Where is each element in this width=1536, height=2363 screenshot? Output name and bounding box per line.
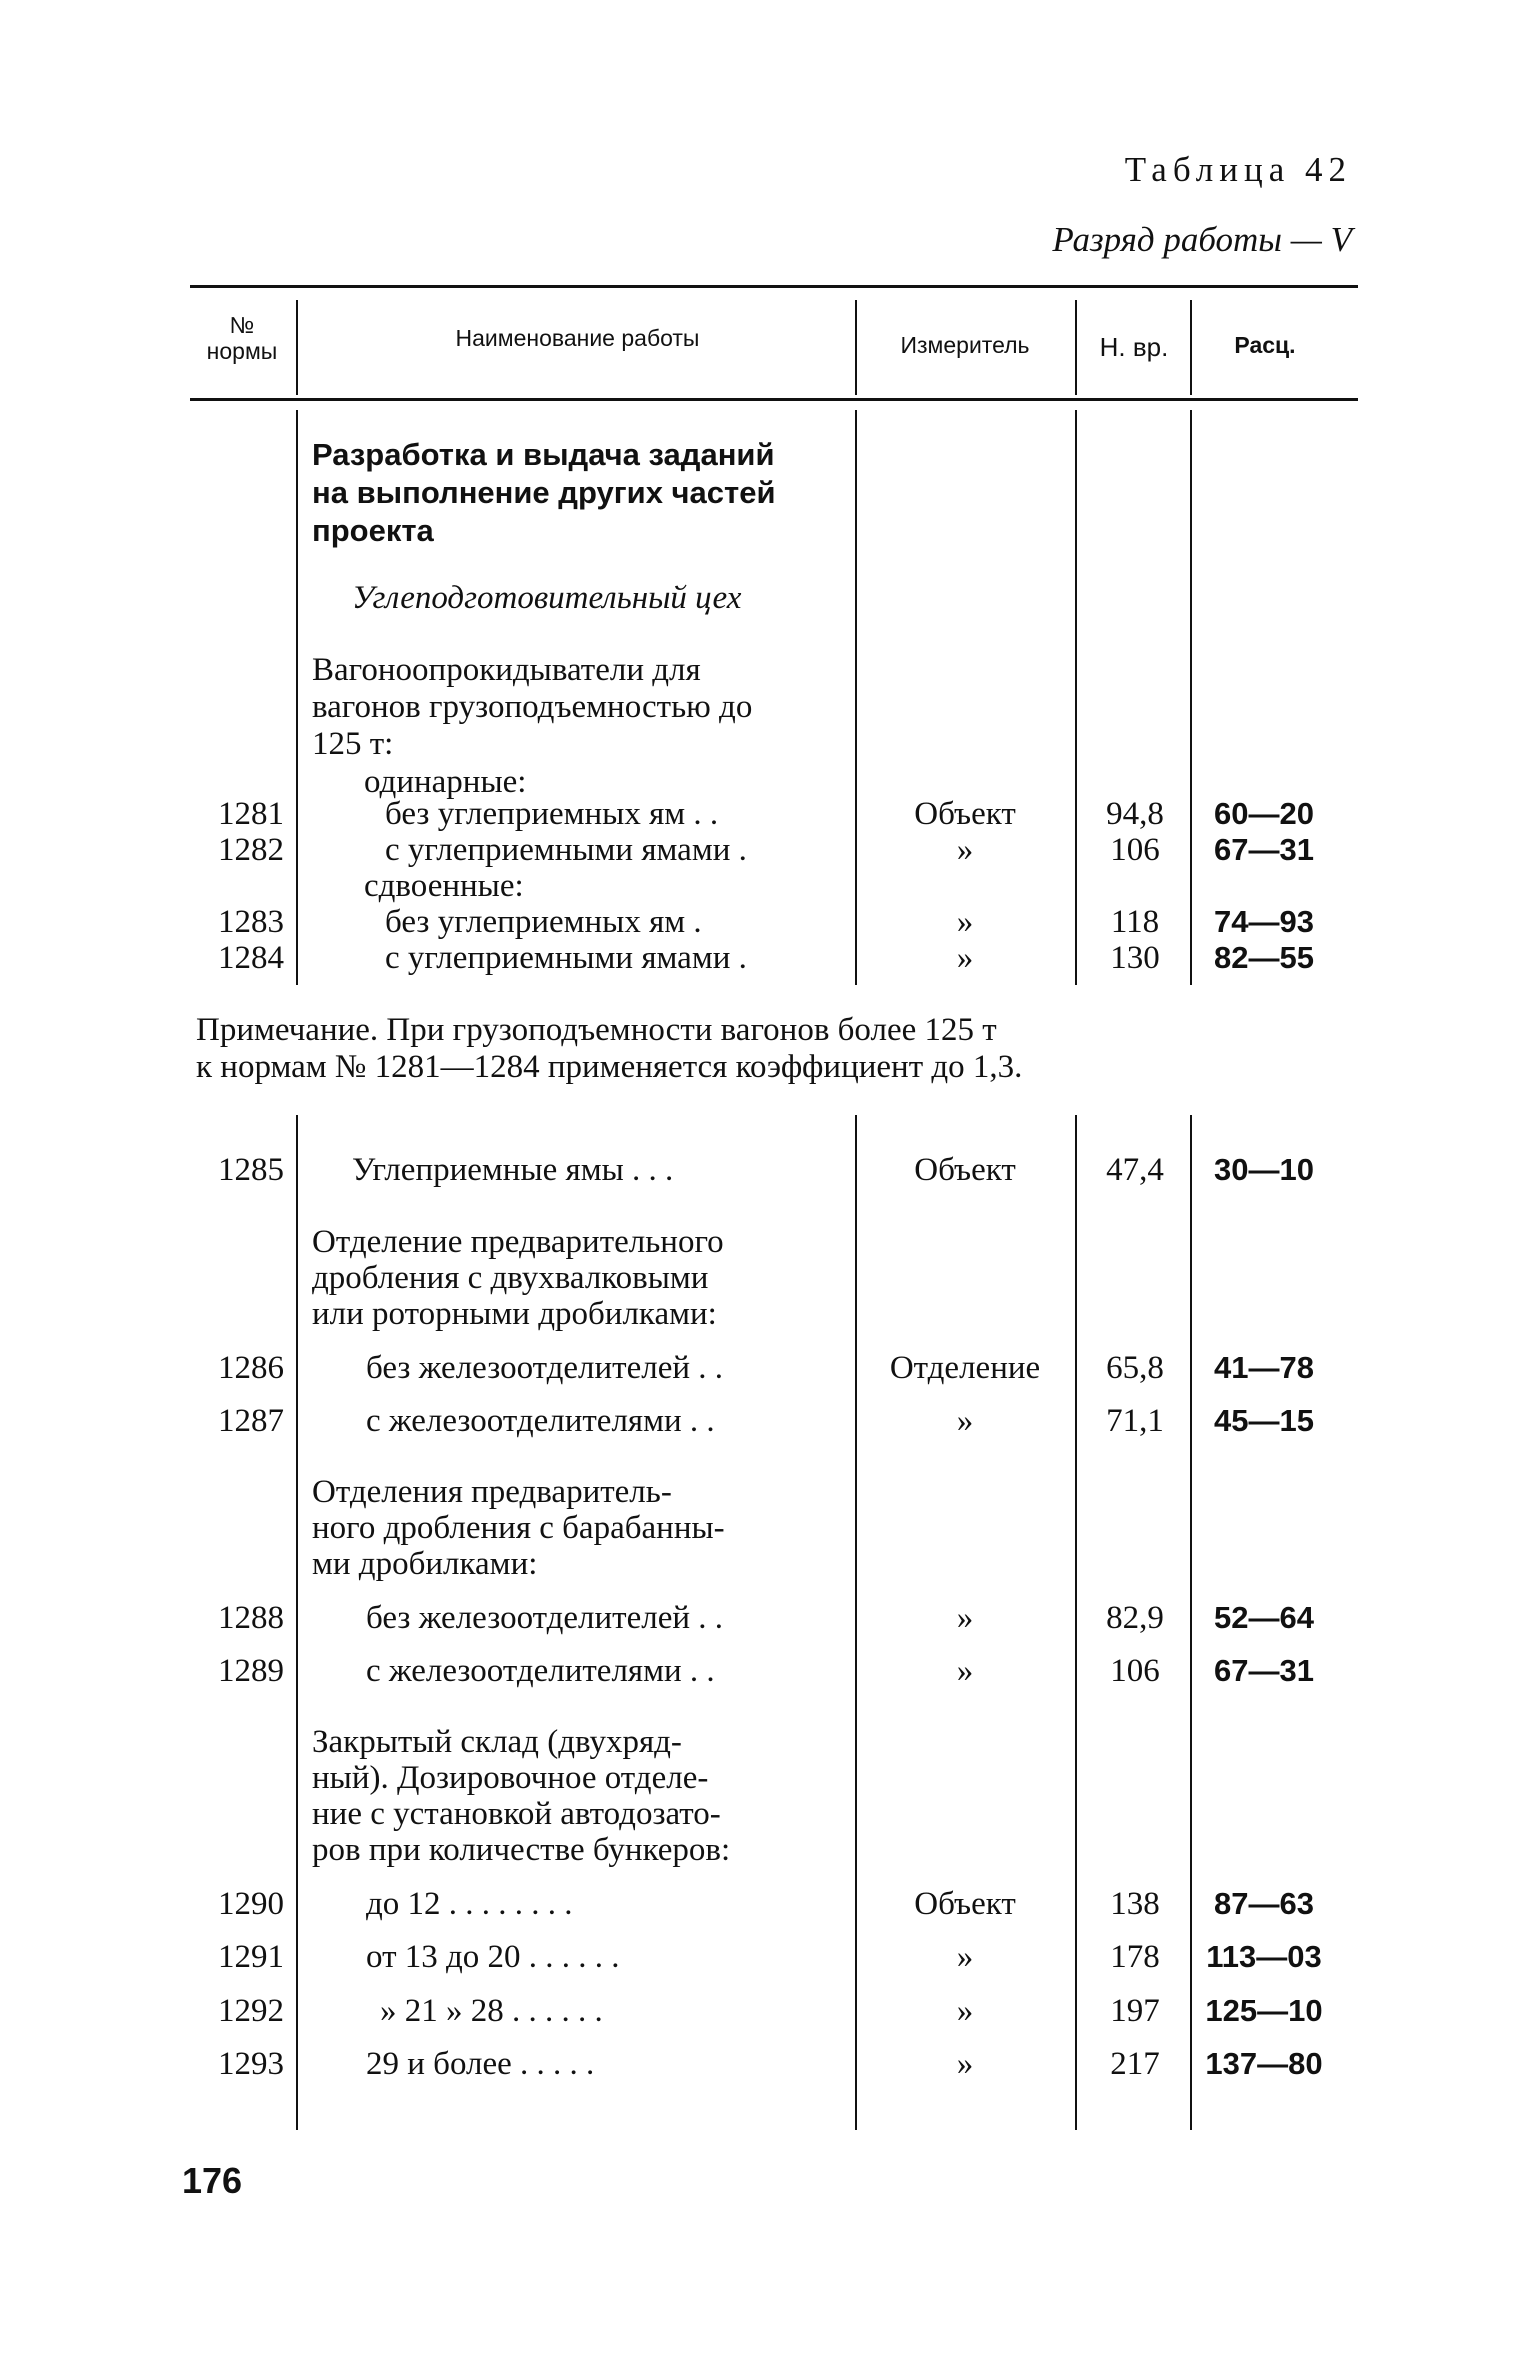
- unit-cell: Объект: [914, 796, 1016, 832]
- unit-cell: Объект: [914, 1152, 1016, 1188]
- norm-number: 1293: [218, 2046, 284, 2082]
- col-line: [1190, 410, 1192, 985]
- pay-cell: 87—63: [1214, 1886, 1314, 1921]
- page-number: 176: [182, 2160, 243, 2201]
- time-cell: 106: [1110, 1653, 1160, 1689]
- time-cell: 178: [1110, 1939, 1160, 1975]
- single-label: одинарные:: [364, 764, 527, 800]
- norm-number: 1287: [218, 1403, 284, 1439]
- col-line: [1075, 410, 1077, 985]
- unit-cell: »: [956, 1653, 974, 1689]
- time-cell: 130: [1110, 940, 1160, 976]
- norm-number: 1290: [218, 1886, 284, 1922]
- work-name: без железоотделителей . .: [366, 1600, 724, 1636]
- norm-number: 1284: [218, 940, 284, 976]
- work-name: без углеприемных ям .: [385, 904, 702, 940]
- double-label: сдвоенные:: [364, 868, 524, 904]
- group-text: Вагоноопрокидыватели для вагонов грузоподъемностью до 125 т:: [312, 652, 753, 762]
- header-pay: Расц.: [1234, 332, 1296, 358]
- unit-cell: »: [956, 1403, 974, 1439]
- unit-cell: Отделение: [889, 1350, 1041, 1386]
- time-cell: 94,8: [1106, 796, 1164, 832]
- col-line: [296, 410, 298, 985]
- col-line: [855, 1115, 857, 2130]
- norm-number: 1292: [218, 1993, 284, 2029]
- col-line: [1075, 300, 1077, 395]
- header-name: Наименование работы: [455, 325, 700, 351]
- norm-number: 1289: [218, 1653, 284, 1689]
- time-cell: 106: [1110, 832, 1160, 868]
- unit-cell: »: [956, 904, 974, 940]
- pay-cell: 67—31: [1214, 1653, 1314, 1688]
- work-name: с железоотделителями . .: [366, 1403, 715, 1439]
- group-text: Закрытый склад (двухряд- ный). Дозировочное отделе- ние с установкой автодозато- ров при количестве бункеров:: [312, 1724, 731, 1868]
- time-cell: 71,1: [1106, 1403, 1164, 1439]
- norm-number: 1291: [218, 1939, 284, 1975]
- table-title: Таблица 42: [1124, 150, 1352, 189]
- pay-cell: 52—64: [1214, 1600, 1314, 1635]
- table-subtitle: Разряд работы — V: [1052, 220, 1352, 259]
- work-name: Углеприемные ямы . . .: [352, 1152, 674, 1188]
- col-line: [855, 300, 857, 395]
- work-name: без железоотделителей . .: [366, 1350, 724, 1386]
- unit-cell: »: [956, 2046, 974, 2082]
- norm-number: 1282: [218, 832, 284, 868]
- norm-number: 1281: [218, 796, 284, 832]
- col-line: [855, 410, 857, 985]
- unit-cell: Объект: [914, 1886, 1016, 1922]
- time-cell: 47,4: [1106, 1152, 1164, 1188]
- work-name: » 21 » 28 . . . . . .: [380, 1993, 603, 2029]
- work-name: с углеприемными ямами .: [385, 940, 747, 976]
- col-line: [296, 1115, 298, 2130]
- header-time: Н. вр.: [1099, 332, 1169, 362]
- header-bottom-rule: [190, 398, 1358, 401]
- norm-number: 1285: [218, 1152, 284, 1188]
- unit-cell: »: [956, 940, 974, 976]
- norm-number: 1286: [218, 1350, 284, 1386]
- pay-cell: 74—93: [1214, 904, 1314, 939]
- section-subtitle: Углеподготовительный цех: [352, 580, 742, 616]
- norm-number: 1288: [218, 1600, 284, 1636]
- group-text: Отделения предваритель- ного дробления с барабанны- ми дробилками:: [312, 1474, 725, 1582]
- header-unit: Измеритель: [900, 332, 1030, 358]
- pay-cell: 45—15: [1214, 1403, 1314, 1438]
- work-name: от 13 до 20 . . . . . .: [366, 1939, 620, 1975]
- pay-cell: 82—55: [1214, 940, 1314, 975]
- pay-cell: 60—20: [1214, 796, 1314, 831]
- header-top-rule: [190, 285, 1358, 288]
- time-cell: 197: [1110, 1993, 1160, 2029]
- time-cell: 217: [1110, 2046, 1160, 2082]
- unit-cell: »: [956, 1939, 974, 1975]
- time-cell: 138: [1110, 1886, 1160, 1922]
- group-text: Отделение предварительного дробления с двухвалковыми или роторными дробилками:: [312, 1224, 724, 1332]
- pay-cell: 67—31: [1214, 832, 1314, 867]
- pay-cell: 41—78: [1214, 1350, 1314, 1385]
- col-line: [296, 300, 298, 395]
- time-cell: 65,8: [1106, 1350, 1164, 1386]
- col-line: [1190, 300, 1192, 395]
- pay-cell: 113—03: [1206, 1939, 1322, 1974]
- section-title: Разработка и выдача заданий на выполнение других частей проекта: [312, 437, 776, 548]
- pay-cell: 137—80: [1205, 2046, 1323, 2081]
- unit-cell: »: [956, 1600, 974, 1636]
- note-text: Примечание. При грузоподъемности вагонов более 125 т к нормам № 1281—1284 применяется коэффициент до 1,3.: [196, 1012, 1023, 1085]
- work-name: с железоотделителями . .: [366, 1653, 715, 1689]
- time-cell: 118: [1110, 904, 1160, 940]
- work-name: до 12 . . . . . . . .: [366, 1886, 573, 1922]
- col-line: [1075, 1115, 1077, 2130]
- pay-cell: 125—10: [1205, 1993, 1323, 2028]
- header-norm-no: № нормы: [206, 312, 278, 364]
- unit-cell: »: [956, 1993, 974, 2029]
- time-cell: 82,9: [1106, 1600, 1164, 1636]
- work-name: с углеприемными ямами .: [385, 832, 747, 868]
- unit-cell: »: [956, 832, 974, 868]
- work-name: 29 и более . . . . .: [366, 2046, 595, 2082]
- work-name: без углеприемных ям . .: [385, 796, 719, 832]
- pay-cell: 30—10: [1214, 1152, 1314, 1187]
- norm-number: 1283: [218, 904, 284, 940]
